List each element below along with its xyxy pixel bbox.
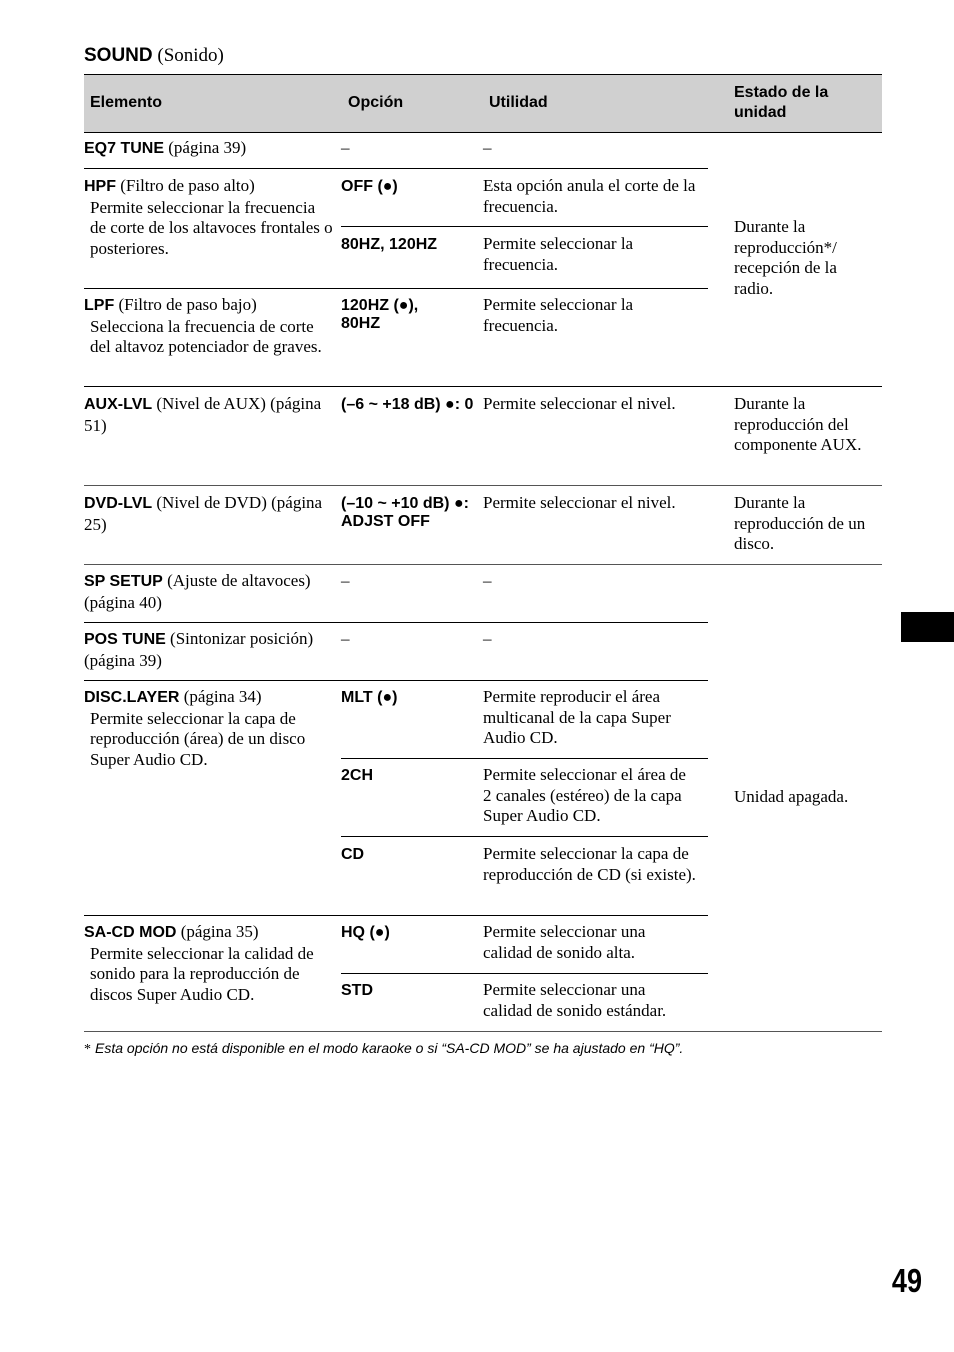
use-hpf-off: Esta opción anula el corte de la frecuencia. — [483, 176, 696, 216]
element-extra: (página 34) — [179, 687, 262, 706]
table-bottom-rule — [84, 1031, 882, 1032]
element-extra: (página 39) — [164, 138, 247, 157]
element-pos-tune — [84, 629, 334, 671]
row-divider — [84, 386, 882, 387]
state-aux: Durante la reproducción del componente AUX. — [734, 394, 862, 454]
use-disc-cd: Permite seleccionar la capa de reproducción de CD (si existe). — [483, 844, 696, 884]
use-lpf: Permite seleccionar la frecuencia. — [483, 295, 634, 335]
element-name: LPF — [84, 297, 115, 314]
state-playback-radio: Durante la reproducción*/ recepción de la radio. — [734, 217, 837, 298]
option-pos: – — [341, 629, 350, 648]
element-name: DVD-LVL — [84, 495, 153, 512]
option-divider — [341, 226, 708, 227]
section-title — [84, 45, 224, 67]
state-dvd: Durante la reproducción de un disco. — [734, 493, 866, 553]
element-extra: (Ajuste de altavoces) (página 40) — [84, 571, 311, 612]
option-divider — [341, 836, 708, 837]
element-hpf — [84, 176, 334, 259]
option-eq7: – — [341, 138, 350, 157]
option-hpf-freq: 80HZ, 120HZ — [341, 236, 438, 253]
section-title-rest: (Sonido) — [152, 45, 224, 66]
element-sp-setup — [84, 571, 334, 613]
use-disc-2ch: Permite seleccionar el área de 2 canales (estéreo) de la capa Super Audio CD. — [483, 765, 686, 825]
option-lpf: 120HZ (●), 80HZ — [341, 297, 419, 332]
use-sacd-hq: Permite seleccionar una calidad de sonido alta. — [483, 922, 646, 962]
header-utilidad: Utilidad — [489, 94, 548, 111]
use-eq7: – — [483, 138, 492, 157]
option-disc-cd: CD — [341, 846, 365, 863]
element-eq7-tune — [84, 138, 334, 160]
option-sacd-hq: HQ (●) — [341, 924, 390, 941]
option-hpf-off: OFF (●) — [341, 178, 398, 195]
element-lpf — [84, 295, 334, 358]
header-opcion: Opción — [348, 94, 404, 111]
use-sacd-std: Permite seleccionar una calidad de sonido estándar. — [483, 980, 667, 1020]
option-sacd-std: STD — [341, 982, 373, 999]
row-divider — [84, 168, 708, 169]
row-divider — [84, 915, 708, 916]
element-aux-lvl — [84, 394, 334, 436]
element-dvd-lvl — [84, 493, 334, 535]
element-disc-layer — [84, 687, 334, 770]
element-name: AUX-LVL — [84, 396, 153, 413]
use-hpf-freq: Permite seleccionar la frecuencia. — [483, 234, 634, 274]
element-name: DISC.LAYER — [84, 689, 180, 706]
option-aux-range: (–6 ~ +18 dB) ●: 0 — [341, 396, 474, 413]
row-divider — [84, 288, 708, 289]
use-aux: Permite seleccionar el nivel. — [483, 394, 676, 413]
element-name: HPF — [84, 178, 116, 195]
option-disc-mlt: MLT (●) — [341, 689, 398, 706]
footnote — [84, 1040, 884, 1058]
state-unit-off: Unidad apagada. — [734, 787, 849, 806]
element-extra: (Nivel de DVD) (página 25) — [84, 493, 323, 534]
section-tab-marker — [901, 612, 954, 642]
row-divider — [84, 622, 708, 623]
element-name: POS TUNE — [84, 631, 166, 648]
option-sp: – — [341, 571, 350, 590]
header-estado: Estado de la unidad — [734, 84, 829, 121]
element-description: Permite seleccionar la capa de reproducción (área) de un disco Super Audio CD. — [90, 708, 306, 769]
page-number: 49 — [891, 1262, 922, 1299]
footnote-text: Esta opción no está disponible en el modo karaoke o si “SA-CD MOD” se ha ajustado en “HQ”. — [95, 1040, 684, 1056]
table-header — [84, 74, 882, 133]
footnote-mark: * — [84, 1042, 91, 1057]
element-extra: (Filtro de paso bajo) — [114, 295, 257, 314]
option-disc-2ch: 2CH — [341, 767, 374, 784]
use-disc-mlt: Permite reproducir el área multicanal de la capa Super Audio CD. — [483, 687, 671, 747]
element-extra: (página 35) — [176, 922, 259, 941]
element-description: Selecciona la frecuencia de corte del altavoz potenciador de graves. — [90, 316, 322, 356]
element-name: SP SETUP — [84, 573, 163, 590]
use-pos: – — [483, 629, 492, 648]
header-elemento: Elemento — [90, 94, 163, 111]
option-dvd-range: (–10 ~ +10 dB) ●: ADJST OFF — [341, 495, 469, 530]
element-description: Permite seleccionar la calidad de sonido para la reproducción de discos Super Audio CD. — [90, 943, 314, 1004]
element-name: SA-CD MOD — [84, 924, 177, 941]
section-title-bold: SOUND — [84, 45, 153, 66]
element-extra: (Sintonizar posición) (página 39) — [84, 629, 314, 670]
element-sa-cd-mod — [84, 922, 334, 1005]
use-dvd: Permite seleccionar el nivel. — [483, 493, 676, 512]
element-description: Permite seleccionar la frecuencia de corte de los altavoces frontales o posteriores. — [90, 197, 333, 258]
use-sp: – — [483, 571, 492, 590]
row-divider — [84, 680, 708, 681]
element-extra: (Filtro de paso alto) — [116, 176, 255, 195]
row-divider — [84, 564, 882, 565]
element-name: EQ7 TUNE — [84, 140, 165, 157]
option-divider — [341, 973, 708, 974]
row-divider — [84, 485, 882, 486]
option-divider — [341, 758, 708, 759]
element-extra: (Nivel de AUX) (página 51) — [84, 394, 322, 435]
